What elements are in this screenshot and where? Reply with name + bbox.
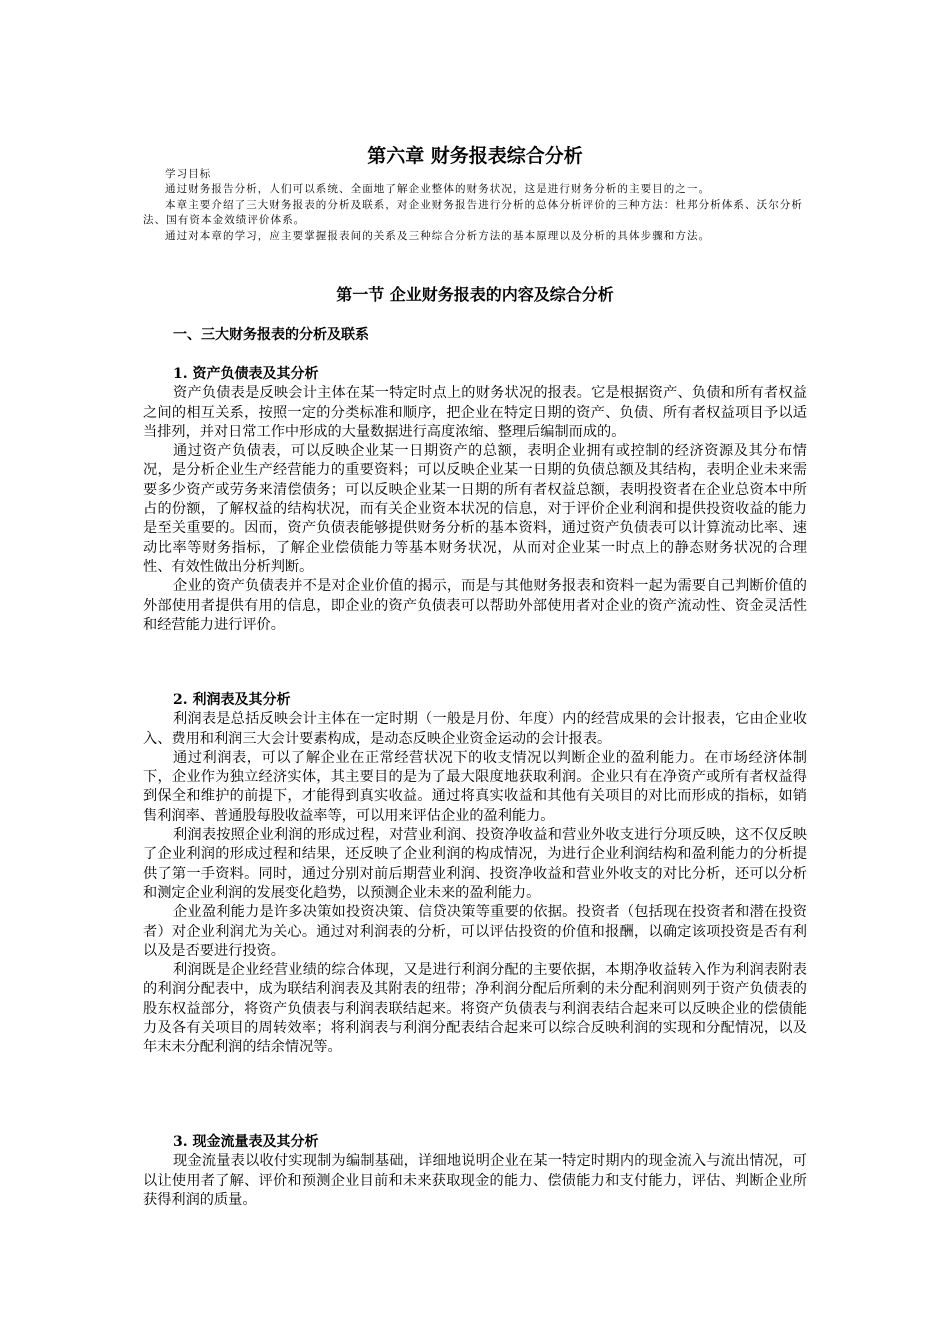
body-paragraph: 资产负债表是反映会计主体在某一特定时点上的财务状况的报表。它是根据资产、负债和所有者权益之间的相互关系，按照一定的分类标准和顺序，把企业在特定日期的资产、负债、所有者权益项目予以适当排列，并对日常工作中形成的大量数据进行高度浓缩、整理后编制而成的。: [143, 385, 807, 440]
body-paragraph: 企业的资产负债表并不是对企业价值的揭示，而是与其他财务报表和资料一起为需要自己判断价值的外部使用者提供有用的信息，即企业的资产负债表可以帮助外部使用者对企业的资产流动性、资金灵活性和经营能力进行评价。: [143, 578, 807, 633]
objectives-paragraph: 通过财务报告分析，人们可以系统、全面地了解企业整体的财务状况，这是进行财务分析的主要目的之一。: [165, 183, 711, 196]
cash-flow-section: [143, 1133, 807, 1210]
learning-objectives: [143, 167, 807, 244]
body-paragraph: 现金流量表以收付实现制为编制基础，详细地说明企业在某一特定时期内的现金流入与流出情况，可以让使用者了解、评价和预测企业目前和未来获取现金的能力、偿债能力和支付能力，评估、判断企业所获得利润的质量。: [143, 1153, 807, 1208]
objectives-label: 学习目标: [165, 168, 212, 180]
objectives-paragraph: 通过对本章的学习，应主要掌握报表间的关系及三种综合分析方法的基本原理以及分析的具体步骤和方法。: [165, 229, 711, 242]
section-heading: 3. 现金流量表及其分析: [173, 1134, 319, 1150]
body-paragraph: 利润既是企业经营业绩的综合体现，又是进行利润分配的主要依据，本期净收益转入作为利润表附表的利润分配表中，成为联结利润表及其附表的纽带；净利润分配后所剩的未分配利润则列于资产负债表的股东权益部分，将资产负债表与利润表联结起来。将资产负债表与利润表结合起来可以反映企业的偿债能力及各有关项目的周转效率；将利润表与利润分配表结合起来可以综合反映利润的实现和分配情况，以及年末未分配利润的结余情况等。: [143, 962, 807, 1056]
body-paragraph: 利润表是总括反映会计主体在一定时期（一般是月份、年度）内的经营成果的会计报表，它由企业收入、费用和利润三大会计要素构成，是动态反映企业资金运动的会计报表。: [143, 711, 807, 747]
body-paragraph: 企业盈利能力是许多决策如投资决策、信贷决策等重要的依据。投资者（包括现在投资者和潜在投资者）对企业利润尤为关心。通过对利润表的分析，可以评估投资的价值和报酬，以确定该项投资是否有利以及是否要进行投资。: [143, 904, 807, 959]
income-statement-section: [143, 691, 807, 1058]
subsection-title: 一、三大财务报表的分析及联系: [173, 327, 369, 343]
section-heading: 2. 利润表及其分析: [173, 692, 291, 708]
chapter-title: 第六章 财务报表综合分析: [367, 145, 583, 167]
objectives-paragraph: 本章主要介绍了三大财务报表的分析及联系，对企业财务报告进行分析的总体分析评价的三种方法：杜邦分析体系、沃尔分析法、国有资本金效绩评价体系。: [143, 198, 803, 227]
section-title: 第一节 企业财务报表的内容及综合分析: [336, 285, 614, 304]
body-paragraph: 通过资产负债表，可以反映企业某一日期资产的总额，表明企业拥有或控制的经济资源及其分布情况，是分析企业生产经营能力的重要资料；可以反映企业某一日期的负债总额及其结构，表明企业未来需要多少资产或劳务来清偿债务；可以反映企业某一日期的所有者权益总额，表明投资者在企业总资本中所占的份额，了解权益的结构状况，而有关企业资本状况的信息，对于评价企业利润和提供投资收益的能力是至关重要的。因而，资产负债表能够提供财务分析的基本资料，通过资产负债表可以计算流动比率、速动比率等财务指标，了解企业偿债能力等基本财务状况，从而对企业某一时点上的静态财务状况的合理性、有效性做出分析判断。: [143, 443, 807, 575]
body-paragraph: 通过利润表，可以了解企业在正常经营状况下的收支情况以判断企业的盈利能力。在市场经济体制下，企业作为独立经济实体，其主要目的是为了最大限度地获取利润。企业只有在净资产或所有者权益得到保全和维护的前提下，才能得到真实收益。通过将真实收益和其他有关项目的对比而形成的指标，如销售利润率、普通股每股收益率等，可以用来评估企业的盈利能力。: [143, 749, 807, 824]
section-heading: 1. 资产负债表及其分析: [173, 366, 319, 382]
balance-sheet-section: [143, 365, 807, 635]
body-paragraph: 利润表按照企业利润的形成过程，对营业利润、投资净收益和营业外收支进行分项反映，这不仅反映了企业利润的形成过程和结果，还反映了企业利润的构成情况，为进行企业利润结构和盈利能力的分析提供了第一手资料。同时，通过分别对前后期营业利润、投资净收益和营业外收支的对比分析，还可以分析和测定企业利润的发展变化趋势，以预测企业未来的盈利能力。: [143, 827, 807, 901]
